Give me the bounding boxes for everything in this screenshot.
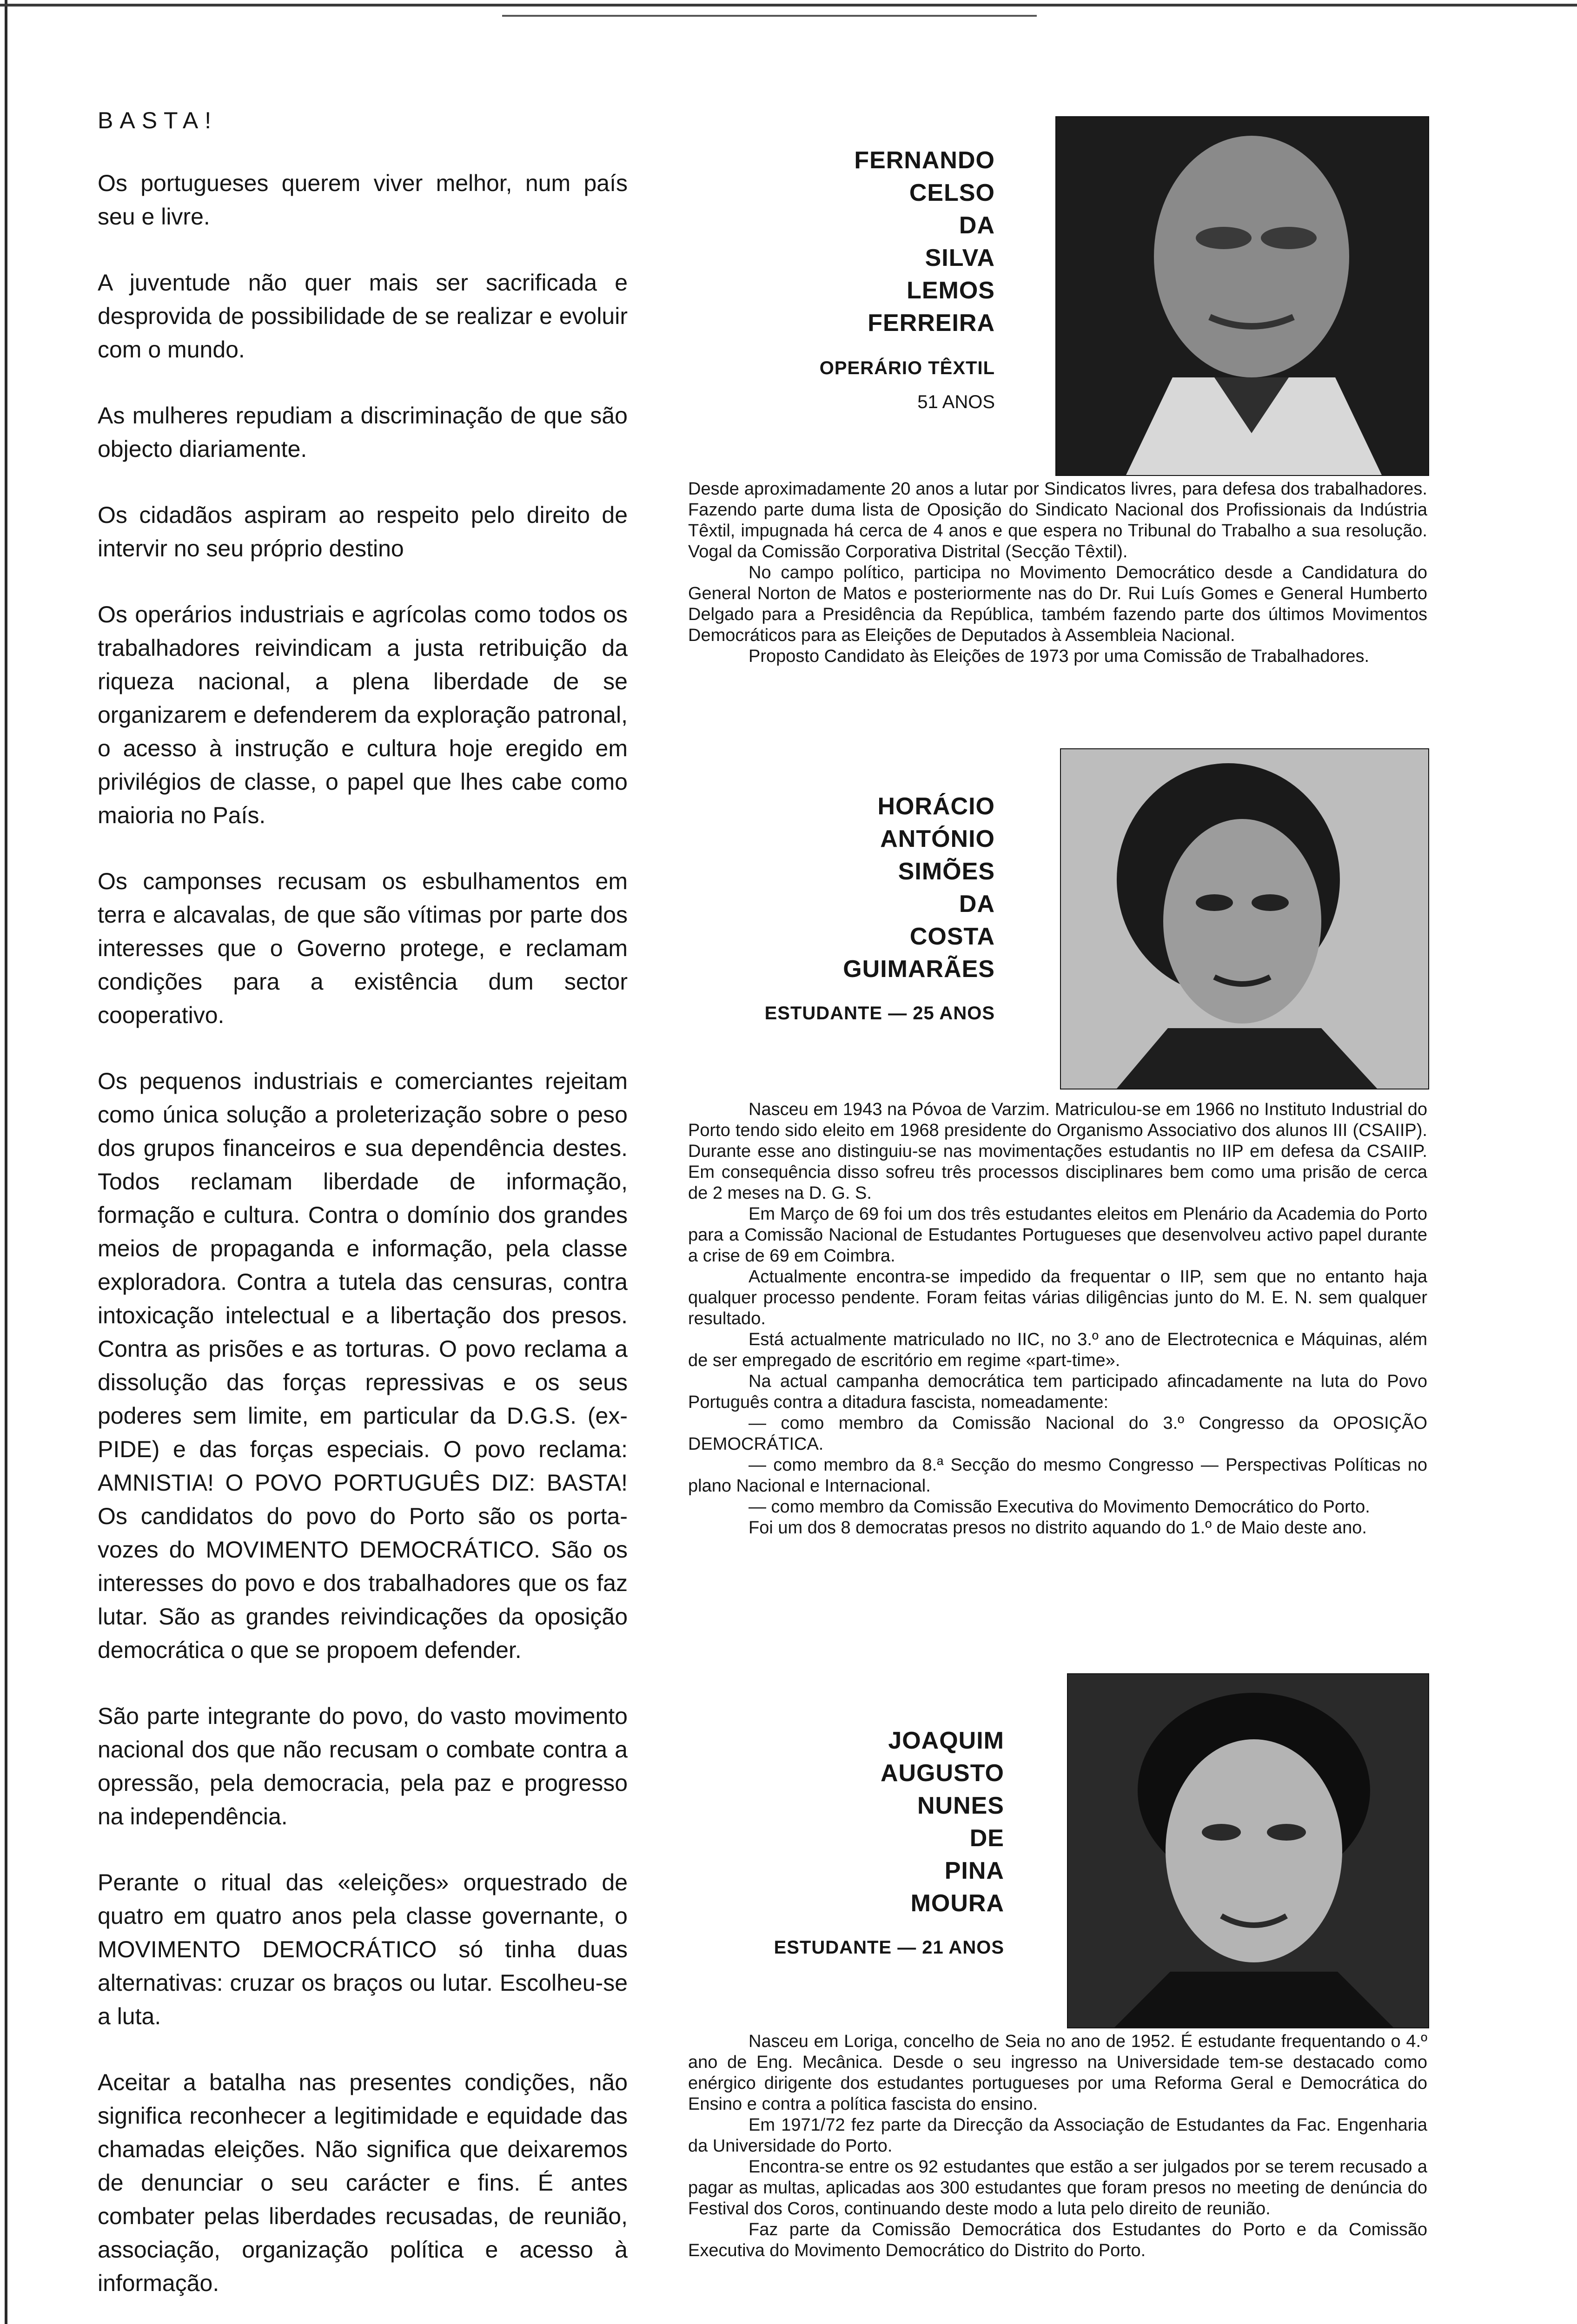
candidate-3-photo (1067, 1673, 1429, 2028)
name-line: PINA (944, 1857, 1004, 1884)
name-line: AUGUSTO (880, 1760, 1004, 1787)
manifesto-paragraph: São parte integrante do povo, do vasto movimento nacional dos que não recusam o combate contra a opressão, pela democracia, pela paz e progresso na independência. (98, 1703, 628, 1829)
name-line: SIMÕES (898, 858, 995, 885)
bio-paragraph: Foi um dos 8 democratas presos no distrito aquando do 1.º de Maio deste ano. (749, 1518, 1367, 1538)
name-line: JOAQUIM (888, 1727, 1004, 1754)
name-line: LEMOS (907, 277, 995, 304)
name-line: FERREIRA (868, 310, 995, 337)
portrait-placeholder-icon (1056, 117, 1428, 475)
bio-paragraph: Encontra-se entre os 92 estudantes que estão a ser julgados por se terem recusado a pagar as multas, aplicadas aos 300 estudantes que foram presos no meeting de denúncia do Festival dos Coros, continuando deste modo a luta pelo direito de reunião. (688, 2157, 1427, 2218)
name-line: MOURA (910, 1890, 1004, 1917)
bio-paragraph: Nasceu em 1943 na Póvoa de Varzim. Matriculou-se em 1966 no Instituto Industrial do Porto tendo sido eleito em 1968 presidente do Organismo Associativo dos alunos III (CSAIIP). Durante esse ano distinguiu-se nas movimentações estudantis no IIP em defesa da CSAIIP. Em consequência disso sofreu três processos disciplinares bem como uma prisão de cerca de 2 meses na D. G. S. (688, 1100, 1427, 1203)
candidate-2-photo (1060, 748, 1429, 1089)
bio-paragraph: Na actual campanha democrática tem participado afincadamente na luta do Povo Português contra a ditadura fascista, nomeadamente: (688, 1372, 1427, 1412)
page-edge-top-inner (502, 15, 1037, 17)
manifesto-paragraph: A juventude não quer mais ser sacrificada e desprovida de possibilidade de se realizar e evoluir com o mundo. (98, 270, 628, 363)
page-edge-left (5, 0, 7, 2324)
candidate-2-name (697, 790, 995, 1024)
candidate-1-bio (688, 479, 1427, 667)
manifesto-paragraph: Aceitar a batalha nas presentes condições, não significa reconhecer a legitimidade e equidade das chamadas eleições. Não significa que deixaremos de denunciar o seu carácter e fins. É antes combater pelas liberdades recusadas, de reunião, associação, organização política e acesso à informação. (98, 2069, 628, 2296)
name-line: HORÁCIO (877, 793, 995, 820)
candidate-1-name (697, 144, 995, 413)
manifesto-paragraph: Perante o ritual das «eleições» orquestrado de quatro em quatro anos pela classe governante, o MOVIMENTO DEMOCRÁTICO só tinha duas alternativas: cruzar os braços ou lutar. Escolheu-se a luta. (98, 1869, 628, 2029)
portrait-placeholder-icon (1068, 1674, 1428, 2027)
name-line: NUNES (917, 1792, 1004, 1819)
manifesto-column (98, 107, 628, 2324)
bio-paragraph: Nasceu em Loriga, concelho de Seia no ano de 1952. É estudante frequentando o 4.º ano de Eng. Mecânica. Desde o seu ingresso na Universidade tem-se destacado como enérgico dirigente dos estudantes portugueses por uma Reforma Geral e Democrática do Ensino e contra a política fascista do ensino. (688, 2032, 1427, 2114)
bio-paragraph: — como membro da Comissão Nacional do 3.º Congresso da OPOSIÇÃO DEMOCRÁTICA. (688, 1413, 1427, 1454)
name-line: SILVA (925, 244, 995, 271)
manifesto-title: BASTA! (98, 107, 218, 133)
candidate-2-bio (688, 1099, 1427, 1538)
candidate-3-bio (688, 2031, 1427, 2261)
name-line: DE (969, 1825, 1004, 1852)
bio-paragraph: Actualmente encontra-se impedido da frequentar o IIP, sem que no entanto haja qualquer processo pendente. Foram feitas várias diligências junto do M. E. N. sem qualquer resultado. (688, 1267, 1427, 1328)
page-edge-top (0, 4, 1577, 7)
candidate-3-name (697, 1724, 1004, 1958)
candidate-1-photo (1055, 116, 1429, 476)
manifesto-paragraph: As mulheres repudiam a discriminação de que são objecto diariamente. (98, 403, 628, 462)
name-line: COSTA (909, 923, 995, 950)
bio-paragraph: — como membro da 8.ª Secção do mesmo Congresso — Perspectivas Políticas no plano Nacional e Internacional. (688, 1455, 1427, 1496)
name-line: ANTÓNIO (880, 825, 995, 852)
manifesto-paragraph: Os operários industriais e agrícolas como todos os trabalhadores reivindicam a justa retribuição da riqueza nacional, a plena liberdade de se organizarem e defenderem da exploração patronal, o acesso à instrução e cultura hoje eregido em privilégios de classe, o papel que lhes cabe como maioria no País. (98, 601, 628, 828)
candidate-role: ESTUDANTE — 21 ANOS (774, 1937, 1004, 1958)
name-line: CELSO (909, 179, 995, 206)
manifesto-paragraph: Os pequenos industriais e comerciantes rejeitam como única solução a proleterização sobre o peso dos grupos financeiros e sua dependência destes. Todos reclamam liberdade de informação, formação e cultura. Contra o domínio dos grandes meios de propaganda e informação, pela classe exploradora. Contra a tutela das censuras, contra intoxicação intelectual e a libertação dos presos. Contra as prisões e as torturas. O povo reclama a dissolução das forças repressivas e os seus poderes sem limite, em particular da D.G.S. (ex-PIDE) e das forças especiais. O povo reclama: AMNISTIA! O POVO PORTUGUÊS DIZ: BASTA! Os candidatos do povo do Porto são os porta-vozes do MOVIMENTO DEMOCRÁTICO. São os interesses do povo e dos trabalhadores que os faz lutar. São as grandes reivindicações da oposição democrática o que se propoem defender. (98, 1068, 628, 1663)
manifesto-paragraph: Os camponses recusam os esbulhamentos em terra e alcavalas, de que são vítimas por parte dos interesses que o Governo protege, e reclamam condições para a existência dum sector cooperativo. (98, 868, 628, 1028)
candidate-age: 51 ANOS (917, 392, 995, 412)
name-line: FERNANDO (854, 147, 995, 174)
bio-paragraph: Proposto Candidato às Eleições de 1973 por uma Comissão de Trabalhadores. (749, 647, 1370, 666)
candidate-role: OPERÁRIO TÊXTIL (819, 358, 995, 378)
portrait-placeholder-icon (1061, 749, 1428, 1089)
name-line: DA (959, 891, 995, 918)
bio-paragraph: Faz parte da Comissão Democrática dos Estudantes do Porto e da Comissão Executiva do Movimento Democrático do Distrito do Porto. (688, 2220, 1427, 2260)
bio-paragraph: — como membro da Comissão Executiva do Movimento Democrático do Porto. (749, 1497, 1370, 1517)
bio-paragraph: Está actualmente matriculado no IIC, no 3.º ano de Electrotecnica e Máquinas, além de ser empregado de escritório em regime «part-time». (688, 1330, 1427, 1370)
manifesto-paragraph: Os portugueses querem viver melhor, num país seu e livre. (98, 170, 628, 230)
bio-paragraph: Desde aproximadamente 20 anos a lutar por Sindicatos livres, para defesa dos trabalhadores. Fazendo parte duma lista de Oposição do Sindicato Nacional dos Profissionais da Indústria Têxtil, impugnada há cerca de 4 anos e que espera no Tribunal do Trabalho a sua resolução. Vogal da Comissão Corporativa Distrital (Secção Têxtil). (688, 479, 1427, 561)
name-line: DA (959, 212, 995, 239)
candidate-role: ESTUDANTE — 25 ANOS (764, 1003, 995, 1023)
bio-paragraph: No campo político, participa no Movimento Democrático desde a Candidatura do General Norton de Matos e posteriormente nas do Dr. Rui Luís Gomes e General Humberto Delgado para a Presidência da República, também fazendo parte dos últimos Movimentos Democráticos para as Eleições de Deputados à Assembleia Nacional. (688, 563, 1427, 645)
manifesto-paragraph: Os cidadãos aspiram ao respeito pelo direito de intervir no seu próprio destino (98, 502, 628, 561)
bio-paragraph: Em 1971/72 fez parte da Direcção da Associação de Estudantes da Fac. Engenharia da Universidade do Porto. (688, 2115, 1427, 2156)
name-line: GUIMARÃES (843, 956, 995, 983)
bio-paragraph: Em Março de 69 foi um dos três estudantes eleitos em Plenário da Academia do Porto para a Comissão Nacional de Estudantes Portugueses que desenvolveu activo papel durante a crise de 69 em Coimbra. (688, 1204, 1427, 1266)
